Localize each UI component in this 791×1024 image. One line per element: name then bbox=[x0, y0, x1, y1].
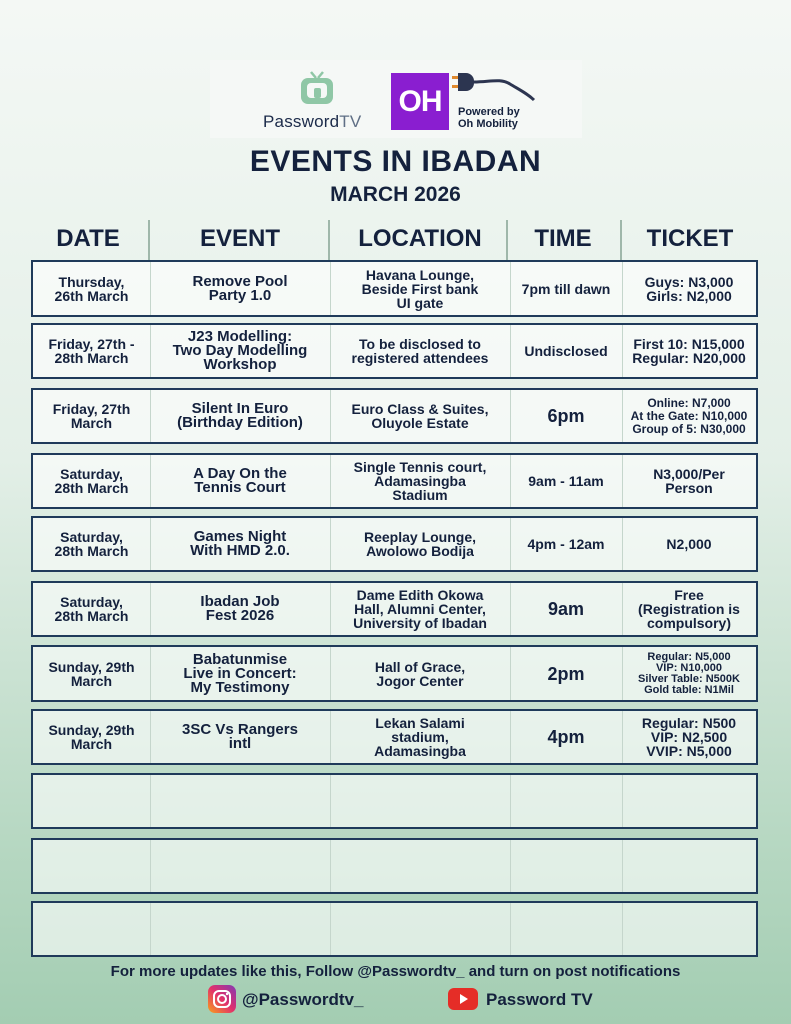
cell-location bbox=[330, 775, 510, 827]
oh-logo: OH bbox=[391, 73, 449, 130]
cell-line: Gold table: N1Mil bbox=[644, 683, 734, 696]
cell-line: Stadium bbox=[392, 487, 448, 503]
cell-line: (Registration is bbox=[638, 601, 740, 617]
cell-event bbox=[150, 903, 330, 955]
cell-line: With HMD 2.0. bbox=[190, 542, 290, 559]
cell-ticket bbox=[622, 455, 756, 507]
cell-line: 6pm bbox=[547, 406, 585, 426]
cell-ticket bbox=[622, 583, 756, 635]
cell-line: A Day On the bbox=[193, 465, 287, 482]
cell-line: Adamasingba bbox=[374, 743, 466, 759]
table-row bbox=[31, 516, 758, 572]
cell-line: Sunday, 29th bbox=[48, 658, 135, 675]
table-row bbox=[31, 388, 758, 444]
cell-time bbox=[510, 455, 622, 507]
cell-line: 28th March bbox=[54, 543, 129, 559]
cell-line: At the Gate: N10,000 bbox=[630, 408, 748, 423]
cell-line: intl bbox=[228, 735, 252, 752]
cell-line: Saturday, bbox=[60, 529, 123, 545]
cell-ticket bbox=[622, 775, 756, 827]
cell-line: Guys: N3,000 bbox=[644, 273, 734, 290]
table-row bbox=[31, 838, 758, 894]
cell-line: 28th March bbox=[54, 480, 129, 496]
cell-ticket bbox=[622, 647, 756, 700]
cell-date bbox=[33, 518, 150, 570]
cell-event bbox=[150, 711, 330, 763]
cell-line: Saturday, bbox=[60, 466, 123, 482]
cell-line: Euro Class & Suites, bbox=[351, 401, 489, 417]
cell-date bbox=[33, 647, 150, 700]
cell-line: Awolowo Bodija bbox=[366, 543, 474, 559]
cell-event bbox=[150, 262, 330, 315]
cell-event bbox=[150, 647, 330, 700]
cell-time bbox=[510, 583, 622, 635]
cell-time bbox=[510, 262, 622, 315]
cell-line: VVIP: N5,000 bbox=[646, 743, 732, 759]
cell-line: UI gate bbox=[396, 294, 444, 311]
cell-ticket bbox=[622, 390, 756, 442]
cell-time bbox=[510, 325, 622, 377]
cell-line: 28th March bbox=[54, 350, 129, 366]
powered-by-line1: Powered by bbox=[458, 106, 520, 118]
cell-event bbox=[150, 583, 330, 635]
youtube-icon[interactable] bbox=[448, 988, 478, 1010]
header-divider bbox=[506, 220, 508, 260]
cell-line: First 10: N15,000 bbox=[633, 336, 745, 352]
cell-line: Online: N7,000 bbox=[647, 395, 731, 410]
cell-line: Silent In Euro bbox=[191, 400, 289, 417]
cell-line: Hall of Grace, bbox=[374, 658, 466, 675]
table-row bbox=[31, 260, 758, 317]
cell-event bbox=[150, 390, 330, 442]
page-subtitle: MARCH 2026 bbox=[330, 183, 461, 206]
cell-line: 2pm bbox=[547, 663, 585, 684]
cell-line: Babatunmise bbox=[192, 650, 288, 668]
page-title: EVENTS IN IBADAN bbox=[249, 145, 542, 178]
cell-ticket bbox=[622, 518, 756, 570]
table-row bbox=[31, 645, 758, 702]
cell-line: My Testimony bbox=[190, 678, 290, 696]
cell-time bbox=[510, 775, 622, 827]
powered-by-text bbox=[458, 106, 520, 130]
cell-time bbox=[510, 518, 622, 570]
cell-location bbox=[330, 647, 510, 700]
cell-line: Regular: N5,000 bbox=[647, 650, 731, 663]
cell-date bbox=[33, 262, 150, 315]
header-date: DATE bbox=[56, 225, 120, 252]
cell-line: 9am - 11am bbox=[528, 473, 604, 489]
cell-event bbox=[150, 840, 330, 892]
cell-line: University of Ibadan bbox=[353, 615, 487, 631]
cell-line: Havana Lounge, bbox=[365, 266, 475, 283]
cell-ticket bbox=[622, 711, 756, 763]
cell-line: Dame Edith Okowa bbox=[356, 587, 484, 603]
cell-line: N2,000 bbox=[666, 536, 712, 552]
cell-line: March bbox=[70, 736, 113, 752]
header-divider bbox=[148, 220, 150, 260]
instagram-handle[interactable]: @Passwordtv_ bbox=[242, 990, 364, 1009]
cell-time bbox=[510, 647, 622, 700]
cell-line: Thursday, bbox=[58, 273, 125, 290]
table-row bbox=[31, 581, 758, 637]
instagram-icon[interactable] bbox=[208, 985, 236, 1013]
tv-icon bbox=[300, 70, 334, 106]
table-row bbox=[31, 709, 758, 765]
header-divider bbox=[328, 220, 330, 260]
brand-name: Password bbox=[263, 112, 340, 131]
cell-line: Regular: N20,000 bbox=[632, 350, 746, 366]
cell-line: Workshop bbox=[203, 356, 277, 373]
cell-line: To be disclosed to bbox=[359, 336, 481, 352]
cell-line: 28th March bbox=[54, 608, 129, 624]
header-location: LOCATION bbox=[358, 225, 482, 252]
cell-location bbox=[330, 262, 510, 315]
cell-line: Regular: N500 bbox=[641, 715, 737, 731]
cell-date bbox=[33, 840, 150, 892]
cell-line: Hall, Alumni Center, bbox=[354, 601, 486, 617]
table-row bbox=[31, 323, 758, 379]
cell-line: Group of 5: N30,000 bbox=[632, 421, 746, 436]
plug-icon bbox=[450, 70, 536, 106]
cell-event bbox=[150, 455, 330, 507]
cell-line: 7pm till dawn bbox=[521, 280, 611, 297]
cell-line: Person bbox=[665, 480, 713, 496]
cell-line: Free bbox=[674, 587, 704, 603]
cell-line: stadium, bbox=[391, 729, 449, 745]
cell-line: compulsory) bbox=[646, 615, 731, 631]
cell-line: Tennis Court bbox=[194, 479, 286, 496]
cell-location bbox=[330, 711, 510, 763]
cell-line: Remove Pool bbox=[192, 272, 288, 290]
cell-line: Live in Concert: bbox=[183, 664, 297, 682]
cell-location bbox=[330, 390, 510, 442]
header-time: TIME bbox=[534, 225, 592, 252]
cell-line: J23 Modelling: bbox=[187, 328, 293, 345]
cell-line: 9am bbox=[547, 599, 585, 619]
cell-event bbox=[150, 775, 330, 827]
cell-line: Sunday, 29th bbox=[48, 722, 135, 738]
cell-line: N3,000/Per bbox=[653, 466, 725, 482]
cell-line: VIP: N2,500 bbox=[650, 729, 728, 745]
cell-line: Games Night bbox=[193, 528, 287, 545]
header-ticket: TICKET bbox=[646, 225, 734, 252]
footer-text: For more updates like this, Follow @Passwordtv_ and turn on post notifications bbox=[110, 963, 681, 980]
cell-time bbox=[510, 711, 622, 763]
cell-line: 26th March bbox=[54, 287, 129, 304]
cell-line: Saturday, bbox=[60, 594, 123, 610]
cell-line: registered attendees bbox=[351, 350, 489, 366]
cell-ticket bbox=[622, 325, 756, 377]
table-row bbox=[31, 773, 758, 829]
cell-date bbox=[33, 903, 150, 955]
password-tv-wordmark bbox=[263, 112, 361, 132]
cell-date bbox=[33, 390, 150, 442]
cell-line: Adamasingba bbox=[374, 473, 466, 489]
cell-location bbox=[330, 903, 510, 955]
cell-ticket bbox=[622, 262, 756, 315]
cell-ticket bbox=[622, 903, 756, 955]
cell-line: Ibadan Job bbox=[200, 593, 280, 610]
brand-suffix: TV bbox=[339, 112, 362, 131]
cell-location bbox=[330, 518, 510, 570]
header-divider bbox=[620, 220, 622, 260]
cell-location bbox=[330, 583, 510, 635]
cell-line: Reeplay Lounge, bbox=[363, 529, 477, 545]
cell-line: Two Day Modelling bbox=[172, 342, 308, 359]
cell-line: VIP: N10,000 bbox=[655, 661, 723, 674]
header-event: EVENT bbox=[199, 225, 280, 252]
cell-time bbox=[510, 840, 622, 892]
cell-time bbox=[510, 390, 622, 442]
cell-date bbox=[33, 455, 150, 507]
cell-time bbox=[510, 903, 622, 955]
cell-date bbox=[33, 583, 150, 635]
cell-line: Silver Table: N500K bbox=[638, 672, 740, 685]
cell-date bbox=[33, 775, 150, 827]
cell-line: Undisclosed bbox=[524, 343, 608, 359]
cell-line: Jogor Center bbox=[376, 672, 464, 689]
cell-ticket bbox=[622, 840, 756, 892]
cell-line: Friday, 27th bbox=[52, 401, 131, 417]
cell-line: Lekan Salami bbox=[375, 715, 465, 731]
cell-event bbox=[150, 325, 330, 377]
cell-event bbox=[150, 518, 330, 570]
cell-line: 4pm bbox=[547, 727, 585, 747]
cell-line: Girls: N2,000 bbox=[646, 287, 732, 304]
powered-by-line2: Oh Mobility bbox=[458, 118, 518, 130]
cell-line: 4pm - 12am bbox=[527, 536, 605, 552]
cell-line: Beside First bank bbox=[361, 280, 479, 297]
cell-line: Single Tennis court, bbox=[353, 459, 487, 475]
cell-line: Party 1.0 bbox=[208, 286, 272, 304]
table-row bbox=[31, 901, 758, 957]
table-row bbox=[31, 453, 758, 509]
cell-location bbox=[330, 325, 510, 377]
cell-line: March bbox=[70, 672, 113, 689]
cell-line: 3SC Vs Rangers bbox=[182, 721, 298, 738]
cell-line: Friday, 27th - bbox=[48, 336, 135, 352]
cell-location bbox=[330, 840, 510, 892]
cell-location bbox=[330, 455, 510, 507]
cell-line: March bbox=[70, 415, 113, 431]
youtube-channel-name[interactable]: Password TV bbox=[486, 990, 593, 1009]
cell-line: Fest 2026 bbox=[205, 607, 275, 624]
cell-date bbox=[33, 711, 150, 763]
cell-date bbox=[33, 325, 150, 377]
cell-line: (Birthday Edition) bbox=[177, 414, 303, 431]
cell-line: Oluyole Estate bbox=[371, 415, 469, 431]
